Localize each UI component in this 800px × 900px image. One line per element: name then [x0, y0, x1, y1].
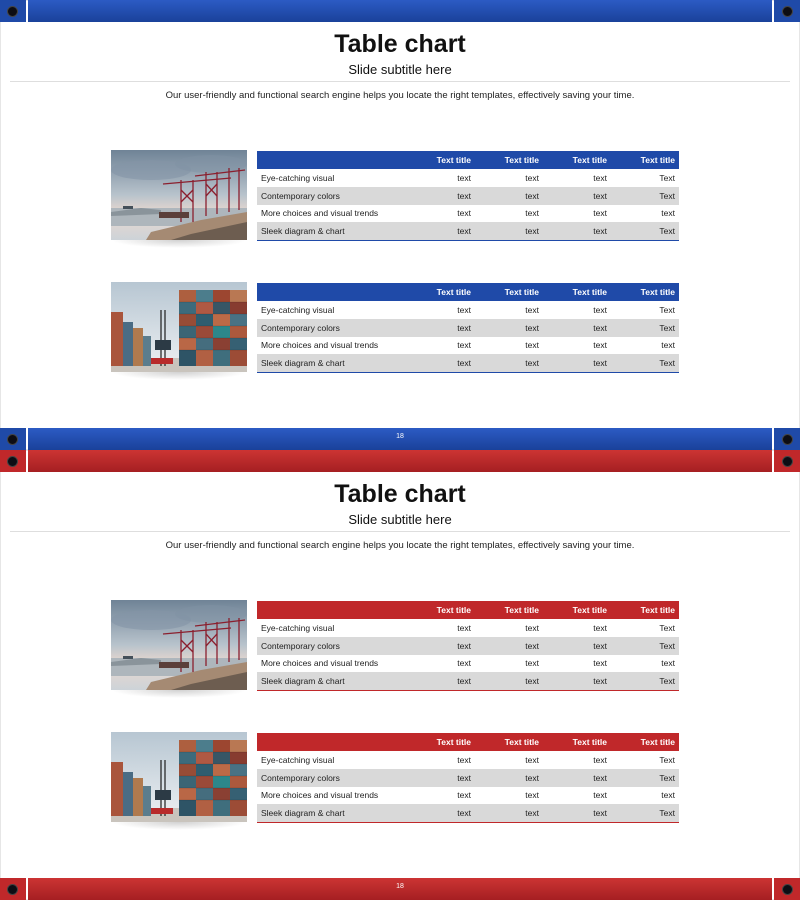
table-cell: Text — [611, 319, 679, 337]
table-cell: Text — [611, 804, 679, 822]
table-cell: text — [543, 637, 611, 655]
row-label: More choices and visual trends — [257, 337, 407, 355]
table-cell: text — [475, 672, 543, 690]
table-header-row — [257, 733, 679, 751]
table-cell: text — [611, 337, 679, 355]
table-header-cell: Text title — [436, 155, 471, 165]
row-label: Eye-catching visual — [257, 751, 407, 769]
table-cell: text — [543, 319, 611, 337]
table-cell: text — [543, 205, 611, 223]
slide-description: Our user-friendly and functional search engine helps you locate the right templates, effectively saving your time. — [165, 90, 635, 101]
table-cell: text — [475, 769, 543, 787]
table-cell: text — [611, 205, 679, 223]
row-label: Sleek diagram & chart — [257, 354, 407, 372]
table-row — [257, 187, 679, 205]
table-cell: text — [475, 222, 543, 240]
table-cell: Text — [611, 222, 679, 240]
bottom-frame-bar — [0, 878, 800, 900]
slide-subtitle: Slide subtitle here — [348, 62, 452, 77]
table-header-cell: Text title — [640, 155, 675, 165]
table-row — [257, 301, 679, 319]
table-cell: text — [611, 655, 679, 673]
row-label: More choices and visual trends — [257, 205, 407, 223]
row-label: Contemporary colors — [257, 319, 407, 337]
table-cell: text — [543, 804, 611, 822]
table-cell: text — [407, 672, 475, 690]
data-table — [257, 733, 679, 823]
table-cell: text — [475, 337, 543, 355]
table-cell: text — [475, 169, 543, 187]
slide-description: Our user-friendly and functional search engine helps you locate the right templates, effectively saving your time. — [165, 540, 635, 551]
table-cell: text — [475, 354, 543, 372]
table-row — [257, 637, 679, 655]
page-number: 18 — [396, 883, 404, 890]
title-divider — [10, 81, 790, 82]
table-cell: text — [543, 751, 611, 769]
bolt-icon — [7, 6, 18, 17]
table-row — [257, 319, 679, 337]
row-label: Contemporary colors — [257, 637, 407, 655]
table-cell: text — [475, 301, 543, 319]
table-header-cell — [257, 151, 407, 169]
table-header-cell: Text title — [504, 605, 539, 615]
table-row — [257, 169, 679, 187]
table-cell: text — [407, 222, 475, 240]
table-header-cell: Text title — [436, 737, 471, 747]
table-row — [257, 337, 679, 355]
table-header-cell: Text title — [640, 737, 675, 747]
table-cell: text — [475, 619, 543, 637]
shipping-containers-photo — [111, 282, 247, 372]
title-divider — [10, 531, 790, 532]
photo-shadow — [111, 240, 247, 248]
table-cell: text — [475, 637, 543, 655]
table-header-cell: Text title — [640, 605, 675, 615]
table-header-cell: Text title — [436, 605, 471, 615]
table-header-cell: Text title — [572, 737, 607, 747]
table-row — [257, 655, 679, 673]
row-label: More choices and visual trends — [257, 787, 407, 805]
table-cell: text — [407, 637, 475, 655]
bolt-icon — [7, 456, 18, 467]
page-number: 18 — [396, 433, 404, 440]
table-header-cell: Text title — [572, 287, 607, 297]
row-label: Contemporary colors — [257, 769, 407, 787]
table-row — [257, 205, 679, 223]
table-row — [257, 769, 679, 787]
table-cell: Text — [611, 751, 679, 769]
slide-red — [0, 450, 800, 900]
bolt-icon — [782, 456, 793, 467]
table-cell: text — [475, 205, 543, 223]
row-label: Sleek diagram & chart — [257, 672, 407, 690]
photo-shadow — [111, 372, 247, 380]
slide-subtitle: Slide subtitle here — [348, 512, 452, 527]
table-cell: text — [611, 787, 679, 805]
row-label: Contemporary colors — [257, 187, 407, 205]
table-cell: text — [407, 301, 475, 319]
table-header-cell — [257, 601, 407, 619]
port-cranes-photo — [111, 150, 247, 240]
table-header-row — [257, 601, 679, 619]
table-cell: text — [475, 787, 543, 805]
table-header-cell: Text title — [504, 155, 539, 165]
bolt-icon — [782, 6, 793, 17]
table-header-cell: Text title — [436, 287, 471, 297]
table-cell: text — [543, 655, 611, 673]
table-cell: text — [543, 769, 611, 787]
table-row — [257, 787, 679, 805]
table-cell: Text — [611, 637, 679, 655]
table-cell: Text — [611, 354, 679, 372]
slide-title: Table chart — [334, 480, 466, 508]
table-cell: text — [475, 804, 543, 822]
table-cell: Text — [611, 619, 679, 637]
table-cell: text — [407, 769, 475, 787]
table-header-row — [257, 283, 679, 301]
table-row — [257, 672, 679, 690]
table-header-cell — [257, 283, 407, 301]
photo-shadow — [111, 822, 247, 830]
table-cell: text — [407, 804, 475, 822]
top-frame-bar — [0, 0, 800, 22]
table-cell: Text — [611, 769, 679, 787]
table-cell: text — [407, 319, 475, 337]
port-cranes-photo — [111, 600, 247, 690]
table-cell: text — [543, 337, 611, 355]
table-cell: text — [407, 655, 475, 673]
row-label: Eye-catching visual — [257, 301, 407, 319]
row-label: Eye-catching visual — [257, 619, 407, 637]
table-cell: text — [543, 787, 611, 805]
table-cell: Text — [611, 169, 679, 187]
row-label: More choices and visual trends — [257, 655, 407, 673]
bottom-frame-bar — [0, 428, 800, 450]
table-cell: text — [407, 751, 475, 769]
shipping-containers-photo — [111, 732, 247, 822]
table-header-cell: Text title — [504, 287, 539, 297]
table-cell: text — [407, 337, 475, 355]
row-label: Sleek diagram & chart — [257, 804, 407, 822]
table-row — [257, 222, 679, 240]
table-cell: text — [543, 619, 611, 637]
table-header-cell — [257, 733, 407, 751]
table-cell: text — [407, 354, 475, 372]
table-header-cell: Text title — [572, 605, 607, 615]
table-cell: text — [475, 655, 543, 673]
row-label: Eye-catching visual — [257, 169, 407, 187]
table-header-row — [257, 151, 679, 169]
data-table — [257, 151, 679, 241]
table-cell: text — [543, 354, 611, 372]
table-cell: text — [407, 169, 475, 187]
table-cell: text — [407, 787, 475, 805]
table-cell: Text — [611, 187, 679, 205]
table-cell: text — [543, 169, 611, 187]
table-cell: text — [407, 619, 475, 637]
table-cell: text — [543, 301, 611, 319]
table-cell: text — [407, 205, 475, 223]
table-cell: text — [407, 187, 475, 205]
row-label: Sleek diagram & chart — [257, 222, 407, 240]
top-frame-bar — [0, 450, 800, 472]
table-row — [257, 751, 679, 769]
table-cell: text — [543, 222, 611, 240]
table-header-cell: Text title — [504, 737, 539, 747]
table-row — [257, 354, 679, 372]
table-cell: text — [475, 319, 543, 337]
table-cell: Text — [611, 301, 679, 319]
slide-title: Table chart — [334, 30, 466, 58]
photo-shadow — [111, 690, 247, 698]
table-header-cell: Text title — [640, 287, 675, 297]
table-row — [257, 619, 679, 637]
table-cell: text — [475, 751, 543, 769]
data-table — [257, 283, 679, 373]
table-cell: text — [543, 187, 611, 205]
table-row — [257, 804, 679, 822]
table-header-cell: Text title — [572, 155, 607, 165]
table-cell: text — [543, 672, 611, 690]
table-cell: text — [475, 187, 543, 205]
data-table — [257, 601, 679, 691]
table-cell: Text — [611, 672, 679, 690]
